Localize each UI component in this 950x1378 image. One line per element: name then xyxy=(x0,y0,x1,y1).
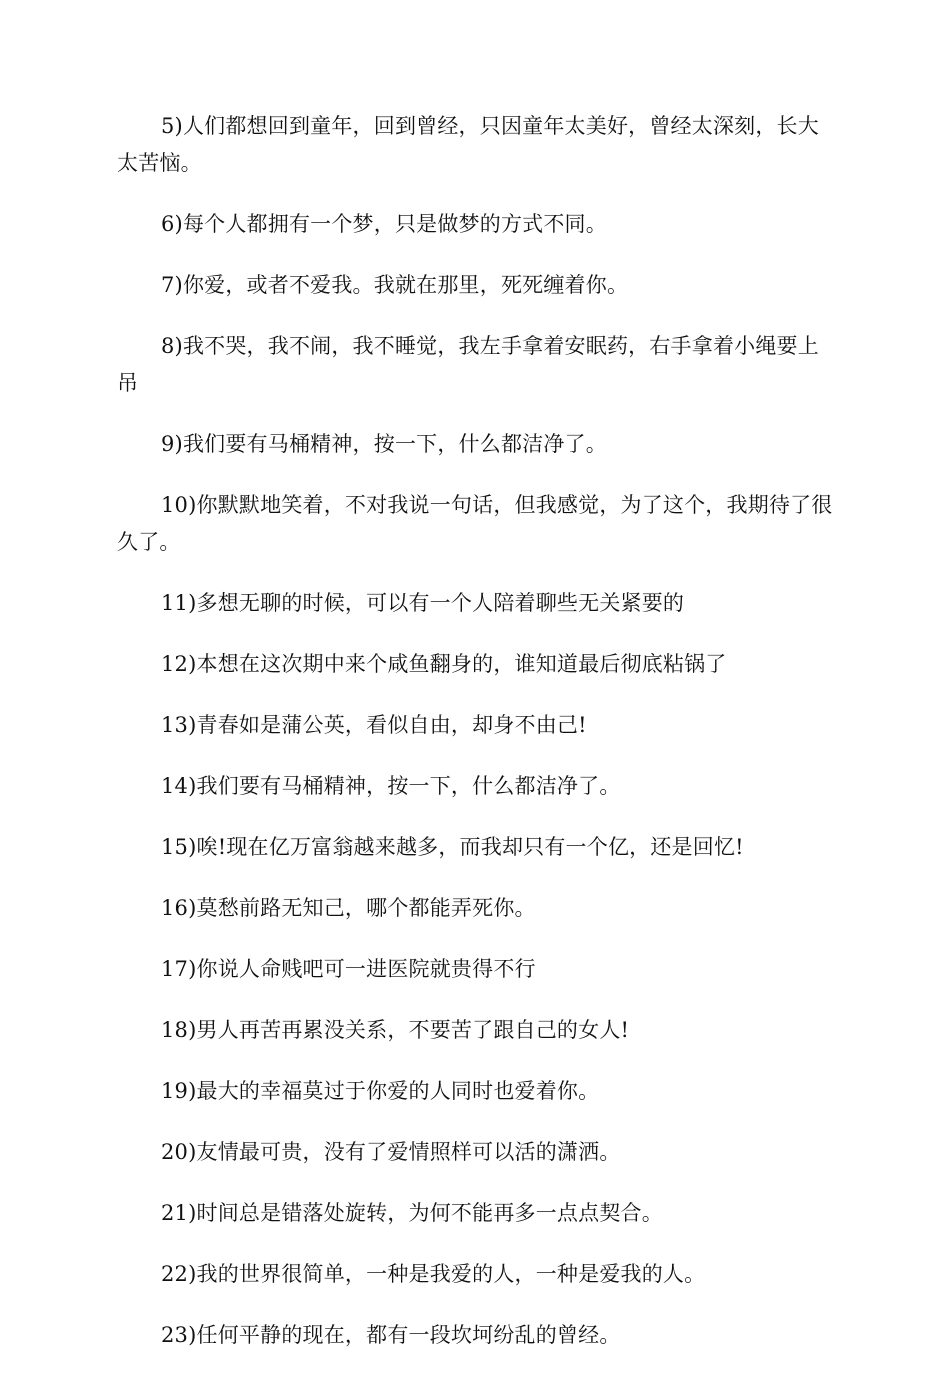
paragraph-8: 8)我不哭，我不闹，我不睡觉，我左手拿着安眠药，右手拿着小绳要上吊 xyxy=(117,334,819,395)
paragraph-18: 18)男人再苦再累没关系，不要苦了跟自己的女人! xyxy=(161,1018,630,1042)
paragraph-10: 10)你默默地笑着，不对我说一句话，但我感觉，为了这个，我期待了很久了。 xyxy=(117,493,833,554)
paragraph-7: 7)你爱，或者不爱我。我就在那里，死死缠着你。 xyxy=(161,273,629,297)
paragraph-6: 6)每个人都拥有一个梦，只是做梦的方式不同。 xyxy=(161,212,607,236)
paragraph-11: 11)多想无聊的时候，可以有一个人陪着聊些无关紧要的 xyxy=(161,591,685,615)
paragraph-13: 13)青春如是蒲公英，看似自由，却身不由己! xyxy=(161,713,587,737)
paragraph-9: 9)我们要有马桶精神，按一下，什么都洁净了。 xyxy=(161,432,607,456)
paragraph-22: 22)我的世界很简单，一种是我爱的人，一种是爱我的人。 xyxy=(161,1262,706,1286)
paragraph-12: 12)本想在这次期中来个咸鱼翻身的，谁知道最后彻底粘锅了 xyxy=(161,652,727,676)
paragraph-21: 21)时间总是错落处旋转，为何不能再多一点点契合。 xyxy=(161,1201,663,1225)
paragraph-20: 20)友情最可贵，没有了爱情照样可以活的潇洒。 xyxy=(161,1140,621,1164)
paragraph-15: 15)唉!现在亿万富翁越来越多，而我却只有一个亿，还是回忆! xyxy=(161,835,744,859)
paragraph-17: 17)你说人命贱吧可一进医院就贵得不行 xyxy=(161,957,536,981)
document-body xyxy=(117,108,835,1378)
paragraph-5: 5)人们都想回到童年，回到曾经，只因童年太美好，曾经太深刻，长大太苦恼。 xyxy=(117,114,819,175)
paragraph-14: 14)我们要有马桶精神，按一下，什么都洁净了。 xyxy=(161,774,621,798)
paragraph-23: 23)任何平静的现在，都有一段坎坷纷乱的曾经。 xyxy=(161,1323,621,1347)
paragraph-16: 16)莫愁前路无知己，哪个都能弄死你。 xyxy=(161,896,536,920)
paragraph-19: 19)最大的幸福莫过于你爱的人同时也爱着你。 xyxy=(161,1079,600,1103)
